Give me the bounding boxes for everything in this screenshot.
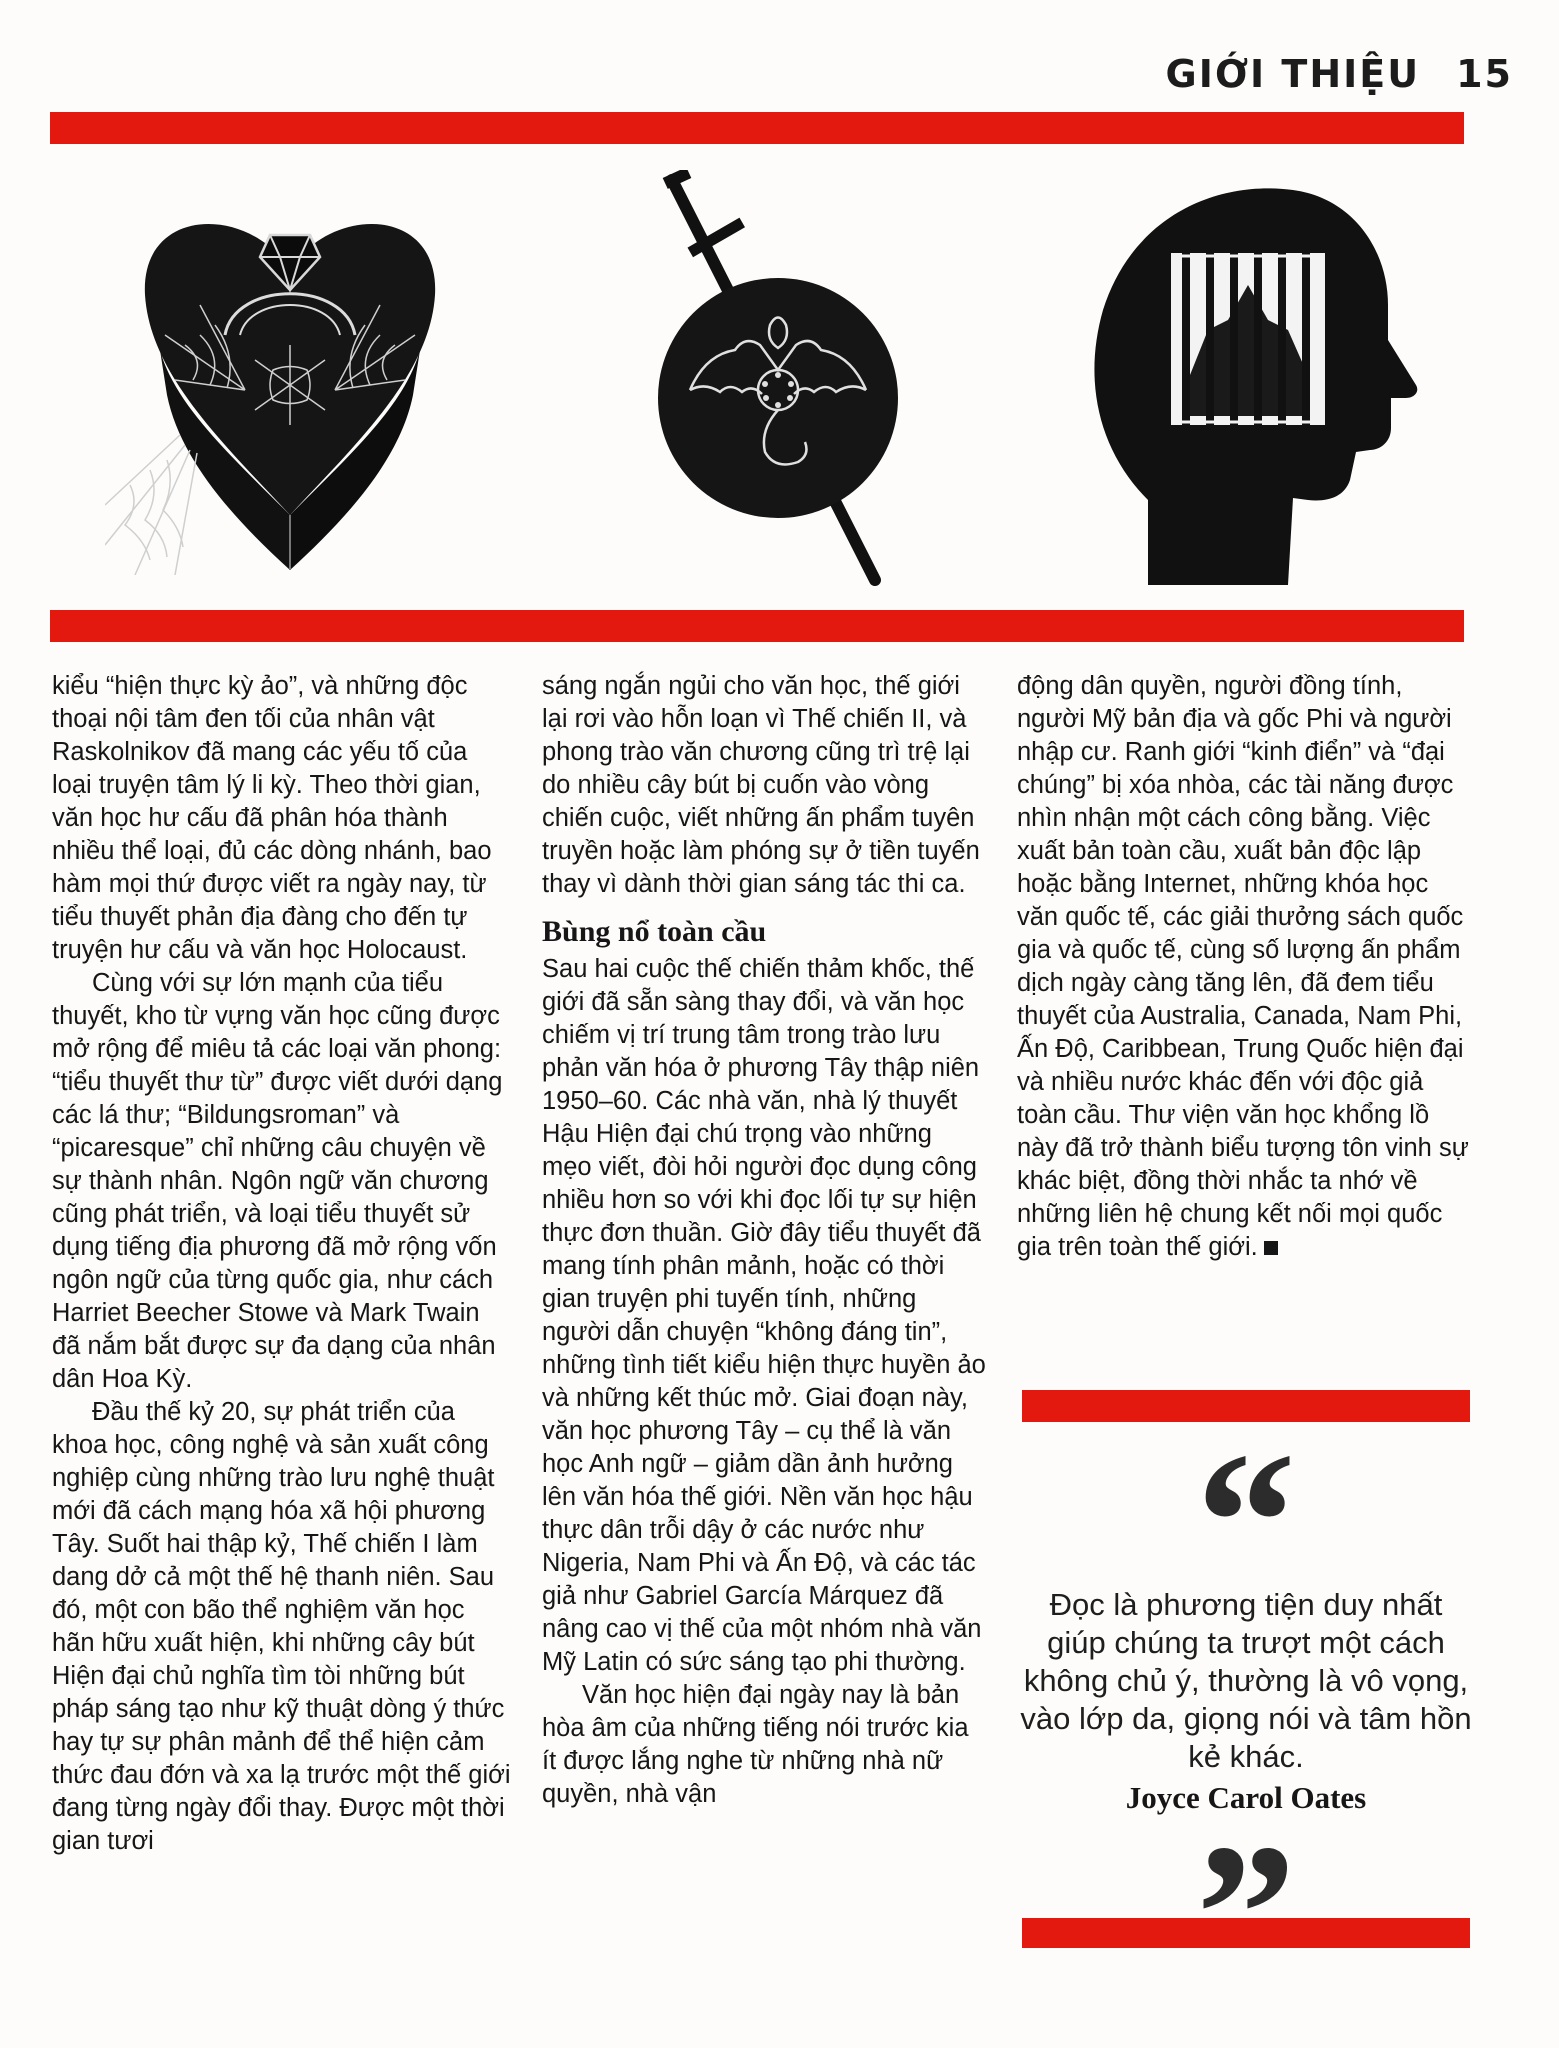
paragraph: sáng ngắn ngủi cho văn học, thế giới lại rơi vào hỗn loạn vì Thế chiến II, và phong trào văn chương cũng trì trệ lại do nhiều cây bút bị cuốn vào vòng chiến cuộc, viết những ấn phẩm tuyên truyền hoặc làm phóng sự ở tiền tuyến thay vì dành thời gian sáng tác thi ca. [542, 672, 980, 898]
top-red-rule [50, 112, 1464, 144]
paragraph: Văn học hiện đại ngày nay là bản hòa âm của những tiếng nói trước kia ít được lắng nghe từ những nhà nữ quyền, nhà vận [542, 1681, 969, 1808]
text-column-1 [52, 670, 512, 1858]
quote-text: Đọc là phương tiện duy nhất giúp chúng ta trượt một cách không chủ ý, thường là vô vọng, vào lớp da, giọng nói và tâm hồn kẻ khác. [1020, 1587, 1472, 1774]
open-quote-mark: “ [1196, 1412, 1296, 1633]
section-title: GIỚI THIỆU [1165, 52, 1421, 96]
paragraph: Đầu thế kỷ 20, sự phát triển của khoa học, công nghệ và sản xuất công nghiệp cùng những trào lưu nghệ thuật mới đã cách mạng hóa xã hội phương Tây. Suốt hai thập kỷ, Thế chiến I làm dang dở cả một thế hệ thanh niên. Sau đó, một con bão thể nghiệm văn học hãn hữu xuất hiện, khi những cây bút Hiện đại chủ nghĩa tìm tòi những bút pháp sáng tạo như kỹ thuật dòng ý thức hay tự sự phân mảnh để thể hiện cảm thức đau đớn và xa lạ trước một thế giới đang từng ngày đổi thay. Được một thời gian tươi [52, 1398, 511, 1855]
running-header [1166, 52, 1513, 96]
close-quote-mark: ” [1196, 1804, 1296, 2025]
sword-dragon-shield-icon [650, 170, 920, 590]
text-column-2 [542, 670, 987, 1811]
illustration-bottom-red-rule [50, 610, 1464, 642]
quote-author: Joyce Carol Oates [1125, 1780, 1367, 1815]
end-of-article-mark [1264, 1241, 1278, 1255]
spider-web-heart-icon [105, 185, 475, 575]
pull-quote [1020, 1390, 1472, 2025]
paragraph-text: động dân quyền, người đồng tính, người Mỹ bản địa và gốc Phi và người nhập cư. Ranh giới “kinh điển” và “đại chúng” bị xóa nhòa, các tài năng được nhìn nhận một cách công bằng. Việc xuất bản toàn cầu, xuất bản độc lập hoặc bằng Internet, những khóa học văn quốc tế, các giải thưởng sách quốc gia và quốc tế, cùng số lượng ấn phẩm dịch ngày càng tăng lên, đã đem tiểu thuyết của Australia, Canada, Nam Phi, Ấn Độ, Caribbean, Trung Quốc hiện đại và nhiều nước khác đến với độc giả toàn cầu. Thư viện văn học khổng lồ này đã trở thành biểu tượng tôn vinh sự khác biệt, đồng thời nhắc ta nhớ về những liên hệ chung kết nối mọi quốc gia trên toàn thế giới. [1017, 672, 1469, 1261]
paragraph [1017, 670, 1472, 1264]
text-column-3 [1017, 670, 1472, 1264]
paragraph: kiểu “hiện thực kỳ ảo”, và những độc thoại nội tâm đen tối của nhân vật Raskolnikov đã mang các yếu tố của loại truyện tâm lý li kỳ. Theo thời gian, văn học hư cấu đã phân hóa thành nhiều thể loại, đủ các dòng nhánh, bao hàm mọi thứ được viết ra ngày nay, từ tiểu thuyết phản địa đàng cho đến tự truyện hư cấu và văn học Holocaust. [52, 672, 492, 964]
section-subheading: Bùng nổ toàn cầu [542, 915, 767, 948]
paragraph: Cùng với sự lớn mạnh của tiểu thuyết, kho từ vựng văn học cũng được mở rộng để miêu tả các loại văn phong: “tiểu thuyết thư từ” được viết dưới dạng các lá thư; “Bildungsroman” và “picaresque” chỉ những câu chuyện về sự thành nhân. Ngôn ngữ văn chương cũng phát triển, và loại tiểu thuyết sử dụng tiếng địa phương đã mở rộng vốn ngôn ngữ của từng quốc gia, như cách Harriet Beecher Stowe và Mark Twain đã nắm bắt được sự đa dạng của nhân dân Hoa Kỳ. [52, 969, 503, 1393]
head-prison-bars-icon [1088, 180, 1418, 590]
page-number: 15 [1456, 52, 1513, 96]
paragraph: Sau hai cuộc thế chiến thảm khốc, thế giới đã sẵn sàng thay đổi, và văn học chiếm vị trí trung tâm trong trào lưu phản văn hóa ở phương Tây thập niên 1950–60. Các nhà văn, nhà lý thuyết Hậu Hiện đại chú trọng vào những mẹo viết, đòi hỏi người đọc dụng công nhiều hơn so với khi đọc lối tự sự hiện thực đơn thuần. Giờ đây tiểu thuyết đã mang tính phân mảnh, hoặc có thời gian truyện phi tuyến tính, những người dẫn chuyện “không đáng tin”, những tình tiết kiểu hiện thực huyền ảo và những kết thúc mở. Giai đoạn này, văn học phương Tây – cụ thể là văn học Anh ngữ – giảm dần ảnh hưởng lên văn hóa thế giới. Nền văn học hậu thực dân trỗi dậy ở các nước như Nigeria, Nam Phi và Ấn Độ, và các tác giả như Gabriel García Márquez đã nâng cao vị thế của một nhóm nhà văn Mỹ Latin có sức sáng tạo phi thường. [542, 955, 986, 1676]
